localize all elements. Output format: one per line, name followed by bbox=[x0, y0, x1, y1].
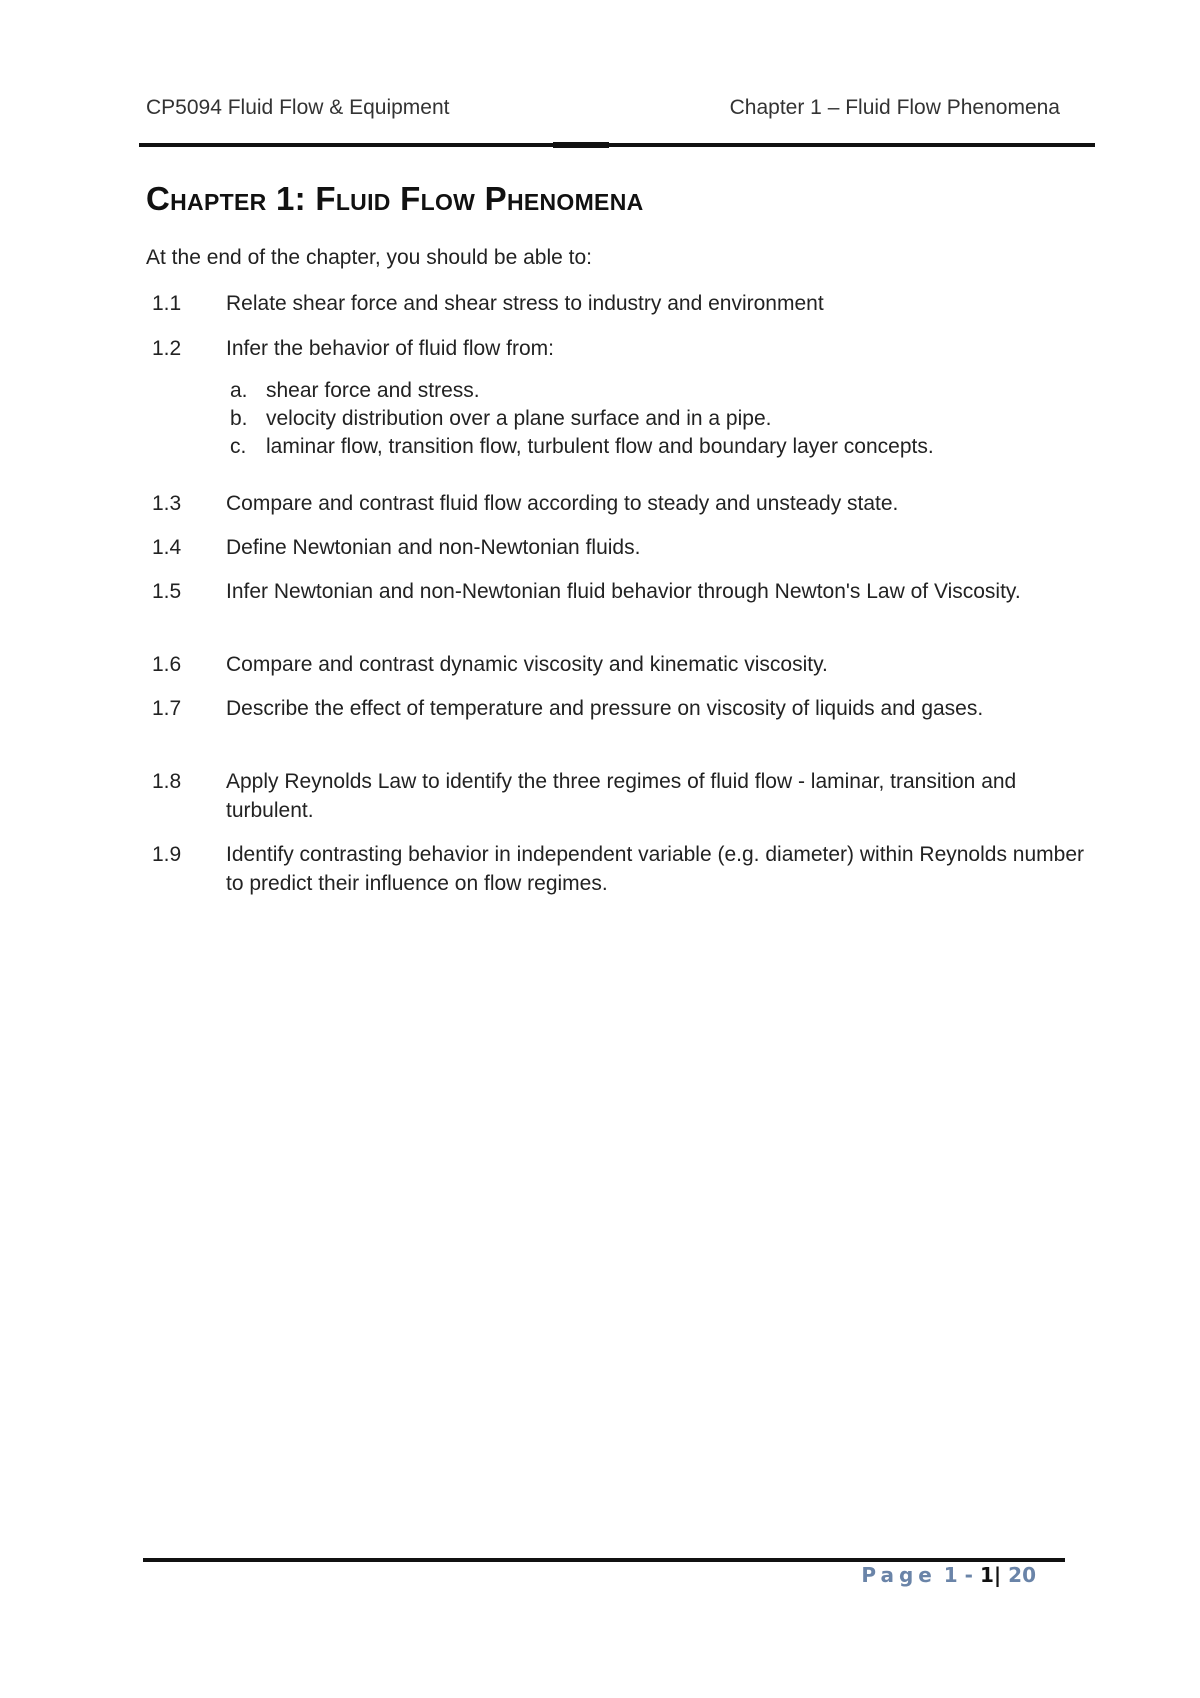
objective-number: 1.7 bbox=[152, 697, 182, 720]
objective-number: 1.8 bbox=[152, 770, 182, 793]
footer-current-page: 1| bbox=[979, 1563, 1002, 1587]
objective-number: 1.5 bbox=[152, 580, 182, 603]
objective-text: Infer Newtonian and non-Newtonian fluid behavior through Newton's Law of Viscosity. bbox=[226, 580, 1021, 603]
objective-text: Relate shear force and shear stress to industry and environment bbox=[226, 292, 824, 315]
footer-divider bbox=[143, 1558, 1065, 1562]
objective-text: Identify contrasting behavior in independent variable (e.g. diameter) within Reynolds number to predict their influence on flow regimes. bbox=[226, 843, 1084, 895]
objective-number: 1.9 bbox=[152, 843, 182, 866]
sub-item-text: shear force and stress. bbox=[266, 379, 480, 402]
objective-number: 1.3 bbox=[152, 492, 182, 515]
objective-text: Apply Reynolds Law to identify the three regimes of fluid flow - laminar, transition and turbulent. bbox=[226, 770, 1017, 822]
header-chapter-title: Chapter 1 – Fluid Flow Phenomena bbox=[729, 96, 1060, 119]
chapter-title: Chapter 1: Fluid Flow Phenomena bbox=[146, 180, 644, 217]
objective-text: Compare and contrast fluid flow according to steady and unsteady state. bbox=[226, 492, 899, 515]
intro-text: At the end of the chapter, you should be able to: bbox=[146, 246, 592, 269]
objective-text: Infer the behavior of fluid flow from: bbox=[226, 337, 554, 360]
footer-chapter-number: 1 - bbox=[943, 1563, 973, 1587]
header-divider bbox=[139, 143, 1095, 147]
objective-text: Define Newtonian and non-Newtonian fluids. bbox=[226, 536, 641, 559]
objective-number: 1.2 bbox=[152, 337, 182, 360]
objective-text: Describe the effect of temperature and pressure on viscosity of liquids and gases. bbox=[226, 697, 984, 720]
footer-total-pages: 20 bbox=[1008, 1563, 1036, 1587]
sub-item-letter: c. bbox=[230, 435, 247, 458]
sub-item-letter: a. bbox=[230, 379, 248, 402]
objective-number: 1.1 bbox=[152, 292, 182, 315]
objective-text: Compare and contrast dynamic viscosity and kinematic viscosity. bbox=[226, 653, 828, 676]
sub-item-letter: b. bbox=[230, 407, 248, 430]
header-divider-accent bbox=[553, 142, 609, 148]
page-number bbox=[861, 1563, 1036, 1587]
header-course-title: CP5094 Fluid Flow & Equipment bbox=[146, 96, 450, 119]
sub-item-text: laminar flow, transition flow, turbulent flow and boundary layer concepts. bbox=[266, 435, 934, 458]
page-header bbox=[146, 96, 1060, 126]
footer-page-label: Page bbox=[861, 1563, 937, 1587]
objective-number: 1.4 bbox=[152, 536, 182, 559]
objective-number: 1.6 bbox=[152, 653, 182, 676]
sub-item-text: velocity distribution over a plane surface and in a pipe. bbox=[266, 407, 772, 430]
